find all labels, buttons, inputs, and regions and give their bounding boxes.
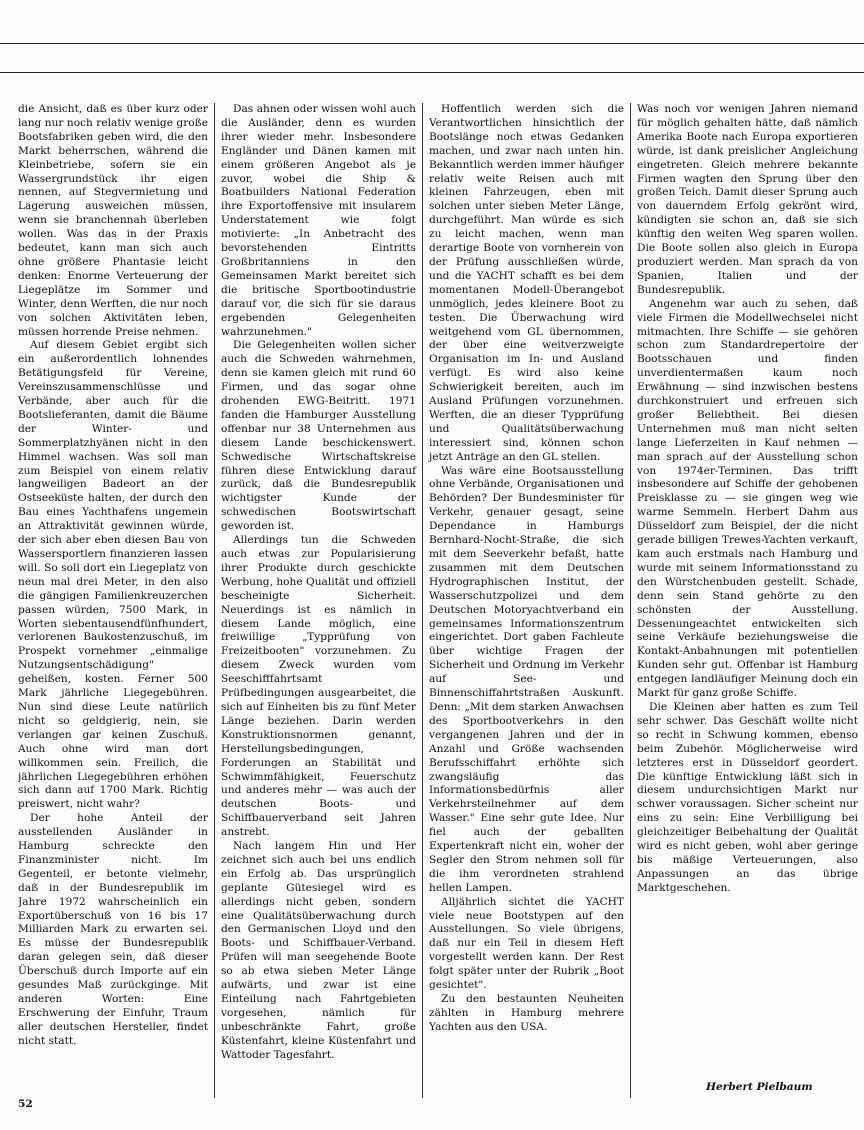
paragraph: die Ansicht, daß es über kurz oder lang nur noch relativ wenige große Bootsfabriken geben wird, die den Markt beherrschen, während die Kleinbetriebe, sofern sie ein Wassergrundstück ihr eigen nennen, auf Stegvermietung und Lagerung ausweichen müssen, wenn sie branchennah überleben wollen. Was das in der Praxis bedeutet, kann man sich auch ohne größere Phantasie leicht denken: Enorme Verteuerung der Liegeplätze im Sommer und Winter, denn Werften, die nur noch von solchen Aktivitäten leben, müssen horrende Preise nehmen. <box>18 103 208 338</box>
paragraph: Die Kleinen aber hatten es zum Teil sehr schwer. Das Geschäft wollte nicht so recht in Schwung kommen, ebenso beim Zubehör. Möglicherweise wird letzteres erst in Düsseldorf geordert. Die künftige Entwicklung läßt sich in diesem undurchsichtigen Markt nur schwer voraussagen. Sicher scheint nur eins zu sein: Eine Verbilligung bei gleichzeitiger Beibehaltung der Qualität wird es nicht geben, wohl aber geringe bis mäßige Verteuerungen, also Anpassungen an das übrige Marktgeschehen. <box>637 700 858 894</box>
paragraph: Was wäre eine Bootsausstellung ohne Verbände, Organisationen und Behörden? Der Bundesminister für Verkehr, genauer gesagt, seine Dependance in Hamburgs Bernhard-Nocht-Straße, die sich mit dem Seeverkehr befaßt, hatte zusammen mit dem Deutschen Hydrographischen Institut, der Wasserschutzpolizei und dem Deutschen Motoryachtverband ein gemeinsames Informationszentrum eingerichtet. Dort gaben Fachleute über wichtige Fragen der Sicherheit und Ordnung im Verkehr auf See- und Binnenschiffahrtstraßen Auskunft. Denn: „Mit dem starken Anwachsen des Sportbootverkehrs in den vergangenen Jahren und der in Anzahl und Größe wachsenden Berufsschiffahrt erhöhte sich zwangsläufig das Informationsbedürfnis aller Verkehrsteilnehmer auf dem Wasser." Eine sehr gute Idee. Nur fiel auch der geballten Expertenkraft nicht ein, woher der Segler den Strom nehmen soll für die ihm verordneten strahlend hellen Lampen. <box>429 464 624 894</box>
page-number: 52 <box>18 1098 33 1110</box>
paragraph: Alljährlich sichtet die YACHT viele neue Bootstypen auf den Ausstellungen. So viele übrigens, daß nur ein Teil in diesem Heft vorgestellt werden kann. Der Rest folgt später unter der Rubrik „Boot gesichtet". <box>429 895 624 992</box>
paragraph: Angenehm war auch zu sehen, daß viele Firmen die Modellwechselei nicht mitmachten. Ihre Schiffe — sie gehören schon zum Standardrepertoire der Bootsschauen und finden unverdientermaßen kaum noch Erwähnung — sind inzwischen bestens durchkonstruiert und erfreuen sich großer Beliebtheit. Bei diesen Unternehmen muß man nicht selten lange Lieferzeiten in Kauf nehmen — man sprach auf der Ausstellung schon von 1974er-Terminen. Das trifft insbesondere auf Schiffe der gehobenen Preisklasse zu — sie gingen weg wie warme Semmeln. Herbert Dahm aus Düsseldorf zum Beispiel, der die nicht gerade billigen Trewes-Yachten verkauft, kam auch erstmals nach Hamburg und wurde mit seinem Informationsstand zu den Würstchenbuden gestellt. Schade, denn sein Stand gehörte zu den schönsten der Ausstellung. Dessenungeachtet entwickelten sich seine Verkäufe beziehungsweise die Kontakt-Anbahnungen mit potentiellen Kunden sehr gut. Offenbar ist Hamburg entgegen landläufiger Meinung doch ein Markt für ganz große Schiffe. <box>637 297 858 700</box>
paragraph: Die Gelegenheiten wollen sicher auch die Schweden wahrnehmen, denn sie kamen gleich mit rund 60 Firmen, und das sogar ohne drohenden EWG-Beitritt. 1971 fanden die Hamburger Ausstellung offenbar nur 38 Unternehmen aus diesem Lande beschickenswert. Schwedische Wirtschaftskreise führen diese Entwicklung darauf zurück, daß die Bundesrepublik wichtigster Kunde der schwedischen Bootswirtschaft geworden ist. <box>221 339 416 533</box>
column-4 <box>630 103 864 1098</box>
paragraph: Hoffentlich werden sich die Verantwortlichen hinsichtlich der Bootslänge noch etwas Gedanken machen, und zwar nach unten hin. Bekanntlich werden immer häufiger relativ weite Reisen auch mit kleinen Fahrzeugen, eben mit solchen unter sieben Meter Länge, durchgeführt. Man würde es sich zu leicht machen, wenn man derartige Boote von vornherein von der Prüfung ausschließen würde, und die YACHT schafft es bei dem momentanen Modell-Überangebot unmöglich, jedes kleinere Boot zu testen. Die Überwachung wird weitgehend vom GL übernommen, der über eine weitverzweigte Organisation im In- und Ausland verfügt. Es wird also keine Schwierigkeit bereiten, auch im Ausland Prüfungen vorzunehmen. Werften, die an dieser Typprüfung und Qualitätsüberwachung interessiert sind, können schon jetzt Anträge an den GL stellen. <box>429 103 624 463</box>
article-body <box>18 103 864 1098</box>
paragraph: Nach langem Hin und Her zeichnet sich auch bei uns endlich ein Erfolg ab. Das ursprünglich geplante Gütesiegel wird es allerdings nicht geben, sondern eine Qualitätsüberwachung durch den Germanischen Lloyd und den Boots- und Schiffbauer-Verband. Prüfen will man seegehende Boote so ab etwa sieben Meter Länge aufwärts, und zwar ist eine Einteilung nach Fahrtgebieten vorgesehen, nämlich für unbeschränkte Fahrt, große Küstenfahrt, kleine Küstenfahrt und Wattoder Tagesfahrt. <box>221 840 416 1061</box>
column-1 <box>18 103 214 1098</box>
column-3 <box>422 103 630 1098</box>
paragraph: Allerdings tun die Schweden auch etwas zur Popularisierung ihrer Produkte durch geschickte Werbung, hohe Qualität und offiziell bescheinigte Sicherheit. Neuerdings ist es nämlich in diesem Lande möglich, eine freiwillige „Typprüfung von Freizeitbooten" vorzunehmen. Zu diesem Zweck wurden vom Seeschifffahrtsamt Prüfbedingungen ausgearbeitet, die sich auf Einheiten bis zu fünf Meter Länge beziehen. Darin werden Konstruktionsnormen genannt, Herstellungsbedingungen, Forderungen an Stabilität und Schwimmfähigkeit, Feuerschutz und anderes mehr — was auch der deutschen Boots- und Schiffbauerverband seit Jahren anstrebt. <box>221 534 416 839</box>
paragraph: Zu den bestaunten Neuheiten zählten in Hamburg mehrere Yachten aus den USA. <box>429 993 624 1033</box>
header-rule <box>0 43 864 44</box>
paragraph: Was noch vor wenigen Jahren niemand für möglich gehalten hätte, daß nämlich Amerika Boote nach Europa exportieren würde, ist dank preislicher Angleichung eingetreten. Gleich mehrere bekannte Firmen wagten den Sprung über den großen Teich. Damit dieser Sprung auch von dauerndem Erfolg gekrönt wird, kündigten sie schon an, daß sie sich künftig den weiten Weg sparen wollen. Die Boote sollen also gleich in Europa produziert werden. Man sprach da von Spanien, Italien und der Bundesrepublik. <box>637 103 858 296</box>
paragraph: Auf diesem Gebiet ergibt sich ein außerordentlich lohnendes Betätigungsfeld für Vereine, Vereinszusammenschlüsse und Verbände, aber auch für die Bootslieferanten, damit die Bäume der Winter- und Sommerplatzhyänen nicht in den Himmel wachsen. Was soll man zum Beispiel von einem relativ langweiligen Badeort an der Ostseeküste halten, der durch den Bau eines Yachthafens ungemein an Attraktivität gewinnen würde, der sich aber eben diesen Bau von Wassersportlern finanzieren lassen will. So soll dort ein Liegeplatz von neun mal drei Meter, in den also die gängigen Familienkreuzerchen passen würden, 7500 Mark, in Worten siebentausendfünfhundert, verlorenen Baukostenzuschuß, im Prospekt vornehmer „einmalige Nutzungsentschädigung" geheißen, kosten. Ferner 500 Mark jährliche Liegegebühren. Nun sind diese Leute natürlich nicht so geldgierig, nein, sie verlangen gar keinen Zuschuß. Auch ohne wird man dort willkommen sein. Freilich, die jährlichen Liegegebühren erhöhen sich dann auf 1700 Mark. Richtig preiswert, nicht wahr? <box>18 339 208 811</box>
paragraph: Der hohe Anteil der ausstellenden Ausländer in Hamburg schreckte den Finanzminister nicht. Im Gegenteil, er betonte vielmehr, daß in der Bundesrepublik im Jahre 1972 wahrscheinlich ein Exportüberschuß von 16 bis 17 Milliarden Mark zu erwarten sei. Es müsse der Bundesrepublik daran gelegen sein, daß dieser Überschuß durch Importe auf ein gesundes Maß zurückginge. Mit anderen Worten: Eine Erschwerung der Einfuhr, Traum aller deutschen Hersteller, findet nicht statt. <box>18 812 208 1047</box>
paragraph: Das ahnen oder wissen wohl auch die Ausländer, denn es wurden ihrer wieder mehr. Insbesondere Engländer und Dänen kamen mit einem größeren Angebot als je zuvor, wobei die Ship & Boatbuilders National Federation ihre Exportoffensive mit insularem Understatement wie folgt motivierte: „In Anbetracht des bevorstehenden Eintritts Großbritanniens in den Gemeinsamen Markt bereitet sich die britische Sportbootindustrie darauf vor, die sich für sie daraus ergebenden Gelegenheiten wahrzunehmen." <box>221 103 416 338</box>
header-subrule <box>0 72 864 73</box>
column-2 <box>214 103 422 1098</box>
author-byline: Herbert Pielbaum <box>706 1081 813 1093</box>
